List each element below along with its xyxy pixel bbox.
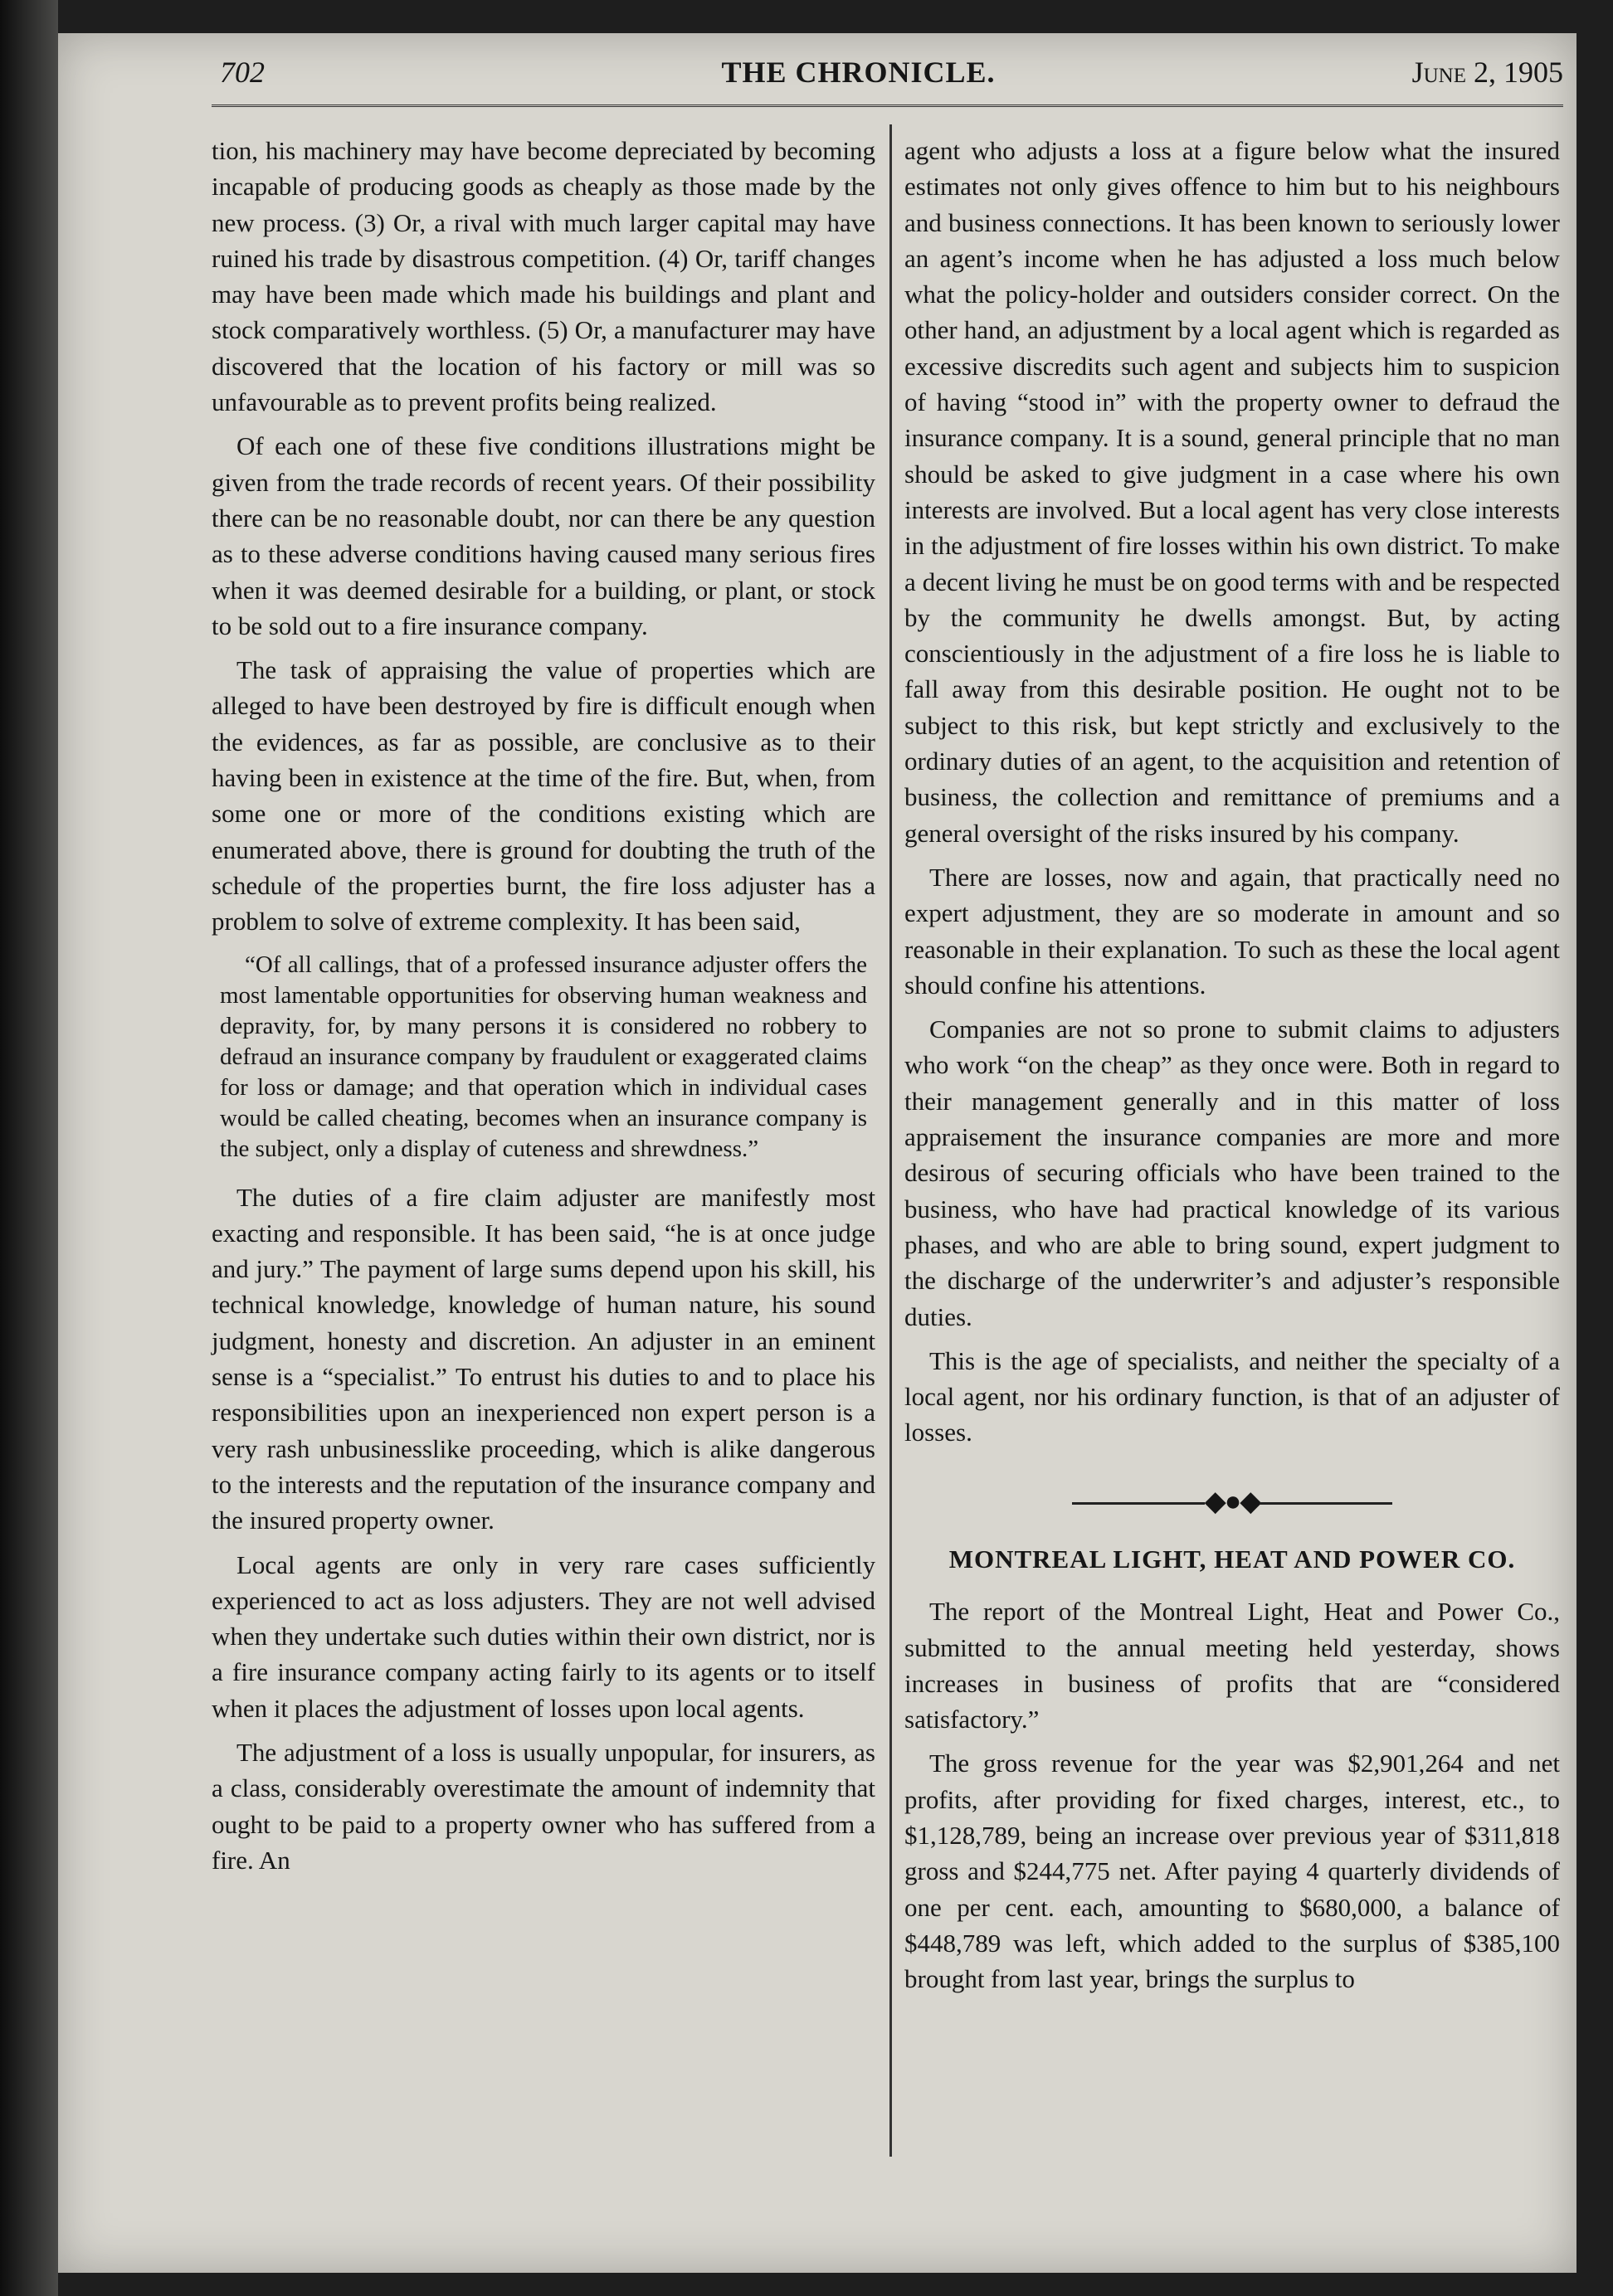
paragraph: The gross revenue for the year was $2,901,264 and net profits, after providing for fixed charges, interest, etc., to $1,128,789, being an increase over previous year of $311,818 gross and $244,775 net. After paying 4 quarterly dividends of one per cent. each, amounting to $680,000, a balance of $448,789 was left, which added to the surplus of $385,100 brought from last year, brings the surplus to xyxy=(904,1749,1560,1994)
paragraph: The report of the Montreal Light, Heat and Power Co., submitted to the annual meeting held yesterday, shows increases in business of profits that are “considered satisfactory.” xyxy=(904,1597,1560,1734)
paragraph: Local agents are only in very rare cases sufficiently experienced to act as loss adjusters. They are not well advised when they undertake such duties within their own district, nor is a fire insurance company acting fairly to its agents or to itself when it places the adjustment of losses upon local agents. xyxy=(212,1549,875,1723)
publication-title: THE CHRONICLE. xyxy=(721,56,996,89)
column-divider xyxy=(889,124,892,2157)
paragraph: The adjustment of a loss is usually unpopular, for insurers, as a class, considerably overestimate the amount of indemnity that ought to be paid to a property owner who has suffered from a fire. An xyxy=(212,1737,875,1875)
paragraph: tion, his machinery may have become depreciated by becoming incapable of producing goods as cheaply as those made by the new process. (3) Or, a rival with much larger capital may have ruined his trade by disastrous competition. (4) Or, tariff changes may have been made which made his buildings and plant and stock comparatively worthless. (5) Or, a manufacturer may have discovered that the location of his factory or mill was so unfavourable as to prevent profits being realized. xyxy=(212,136,875,417)
page-header xyxy=(154,55,1563,105)
paragraph: Of each one of these five conditions illustrations might be given from the trade records of recent years. Of their possibility there can be no reasonable doubt, nor can there be any question as to these adverse conditions having caused many serious fires when it was deemed desirable for a building, or plant, or stock to be sold out to a fire insurance company. xyxy=(212,431,875,640)
issue-date: June 2, 1905 xyxy=(1411,56,1563,89)
left-column xyxy=(212,133,875,1886)
paragraph: There are losses, now and again, that practically need no expert adjustment, they are so moderate in amount and so reasonable in their explanation. To such as these the local agent should confine his attentions. xyxy=(904,862,1560,1000)
header-rule xyxy=(212,105,1563,107)
paragraph: The duties of a fire claim adjuster are manifestly most exacting and responsible. It has been said, “he is at once judge and jury.” The payment of large sums depend upon his skill, his technical knowledge, knowledge of human nature, his sound judgment, honesty and discretion. An adjuster in an eminent sense is a “specialist.” To entrust his duties to and to place his responsibilities upon an inexperienced non expert person is a very rash unbusinesslike proceeding, which is alike dangerous to the interests and the reputation of the insurance company and the insured property owner. xyxy=(212,1182,875,1535)
section-heading: MONTREAL LIGHT, HEAT AND POWER CO. xyxy=(948,1544,1516,1574)
right-column xyxy=(904,133,1560,2006)
book-spine xyxy=(0,0,58,2296)
block-quote: “Of all callings, that of a professed insurance adjuster offers the most lamentable opportunities for observing human weakness and depravity, for, by many persons it is considered no robbery to defraud an insurance company by fraudulent or exaggerated claims for loss or damage; and that operation which in individual cases would be called cheating, becomes when an insurance company is the subject, only a display of cuteness and shrewdness.” xyxy=(220,951,867,1162)
paragraph: Companies are not so prone to submit claims to adjusters who work “on the cheap” as they once were. Both in regard to their management generally and in this matter of loss appraisement the insurance companies are more and more desirous of securing officials who have been trained to the business, who have had practical knowledge of its various phases, and who are able to bring sound, expert judgment to the discharge of the underwriter’s and adjuster’s responsible duties. xyxy=(904,1014,1560,1331)
paragraph: The task of appraising the value of properties which are alleged to have been destroyed by fire is difficult enough when the evidences, as far as possible, are conclusive as to their having been in existence at the time of the fire. But, when, from some one or more of the conditions existing which are enumerated above, there is ground for doubting the truth of the schedule of the properties burnt, the fire loss adjuster has a problem to solve of extreme complexity. It has been said, xyxy=(212,655,875,936)
paragraph: This is the age of specialists, and neither the specialty of a local agent, nor his ordinary function, is that of an adjuster of losses. xyxy=(904,1345,1560,1447)
section-ornament: ◆●◆ xyxy=(904,1484,1560,1520)
page-number: 702 xyxy=(220,56,265,89)
paragraph: agent who adjusts a loss at a figure below what the insured estimates not only gives offence to him but to his neighbours and business connections. It has been known to seriously lower an agent’s income when he has adjusted a loss much below what the policy-holder and outsiders consider correct. On the other hand, an adjustment by a local agent which is regarded as excessive discredits such agent and subjects him to suspicion of having “stood in” with the property owner to defraud the insurance company. It is a sound, general principle that no man should be asked to give judgment in a case where his own interests are involved. But a local agent has very close interests in the adjustment of fire losses within his own district. To make a decent living he must be on good terms with and be respected by the community he dwells amongst. But, by acting conscientiously in the adjustment of a fire loss he is liable to fall away from this desirable position. He ought not to be subject to this risk, but kept strictly and exclusively to the ordinary duties of an agent, to the acquisition and retention of business, the collection and remittance of premiums and a general oversight of the risks insured by his company. xyxy=(904,136,1560,848)
